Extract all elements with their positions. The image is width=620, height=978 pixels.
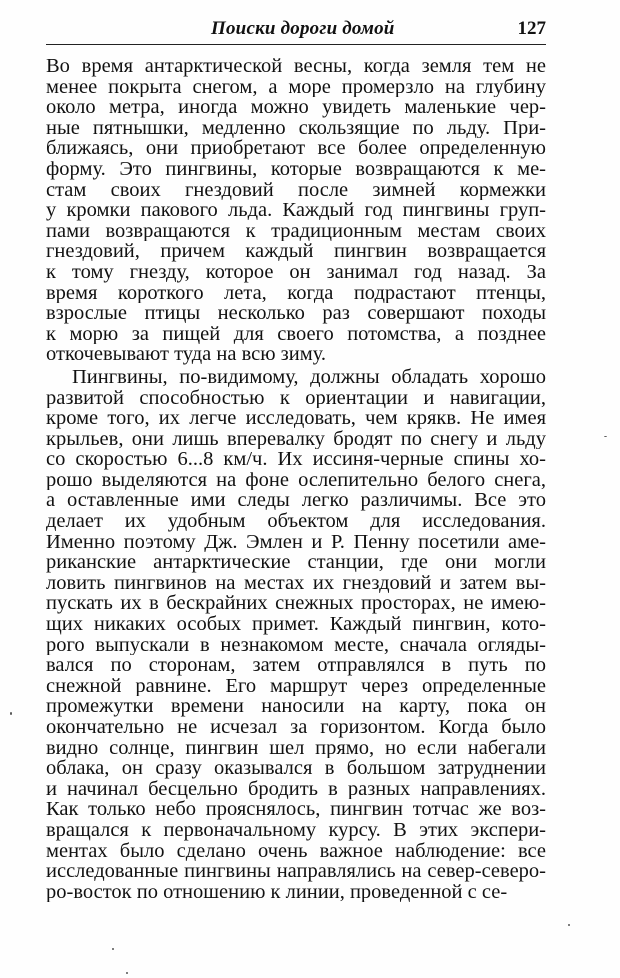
text-line: менее покрыта снегом, а море промерзло на глубину xyxy=(46,76,546,98)
running-header xyxy=(46,14,546,45)
text-line: ментах было сделано очень важное наблюдение: все xyxy=(46,840,546,862)
text-line: Именно поэтому Дж. Эмлен и Р. Пенну посетили аме- xyxy=(46,531,546,553)
text-line: откочевывают туда на всю зиму. xyxy=(46,344,327,365)
text-line: ближаясь, они приобретают все более определенную xyxy=(46,138,546,159)
text-line: вался по сторонам, затем отправлялся в путь по xyxy=(46,655,546,676)
text-line: щих никаких особых примет. Каждый пингвин, кото- xyxy=(46,614,546,635)
text-line: промежутки времени наносили на карту, пока он xyxy=(46,696,546,717)
text-line: Пингвины, по-видимому, должны обладать хорошо xyxy=(72,366,546,388)
text-line: рошо выделяются на фоне ослепительно белого снега, xyxy=(46,469,546,491)
text-line: крыльев, они лишь вперевалку бродят по снегу и льду xyxy=(46,428,546,450)
body-text xyxy=(46,56,546,902)
text-line: кроме того, их легче исследовать, чем крякв. Не имея xyxy=(46,408,546,429)
text-line: снежной равнине. Его маршрут через определенные xyxy=(46,675,546,697)
text-line: форму. Это пингвины, которые возвращаются к ме- xyxy=(46,158,546,180)
running-title: Поиски дороги домой xyxy=(211,18,395,39)
text-line: пами возвращаются к традиционным местам своих xyxy=(46,220,546,242)
text-line: а оставленные ими следы легко различимы. Все это xyxy=(46,490,546,512)
text-line: гнездовий, причем каждый пингвин возвращается xyxy=(46,241,546,262)
text-line: вращался к первоначальному курсу. В этих экспери- xyxy=(46,819,546,841)
text-line: облака, он сразу оказывался в большом затруднении xyxy=(46,758,546,779)
text-line: около метра, иногда можно увидеть маленькие чер- xyxy=(46,97,546,118)
text-line: и начинал бесцельно бродить в разных направлениях. xyxy=(46,778,546,800)
text-line: ные пятнышки, медленно скользящие по льду. При- xyxy=(46,117,546,139)
paragraph xyxy=(46,56,546,365)
text-line: делает их удобным объектом для исследования. xyxy=(46,511,546,532)
text-line: стам своих гнездовий после зимней кормежки xyxy=(46,179,546,201)
text-line: окончательно не исчезал за горизонтом. Когда было xyxy=(46,717,546,738)
paragraph xyxy=(46,367,546,902)
text-line: ловить пингвинов на местах их гнездовий и затем вы- xyxy=(46,572,546,594)
text-line: у кромки пакового льда. Каждый год пингвины груп- xyxy=(46,200,546,221)
text-line: развитой способностью к ориентации и навигации, xyxy=(46,387,546,409)
text-line: время короткого лета, когда подрастают птенцы, xyxy=(46,282,546,304)
text-line: со скоростью 6...8 км/ч. Их иссиня-черные спины хо- xyxy=(46,449,546,470)
text-line: риканские антарктические станции, где они могли xyxy=(46,552,546,573)
text-line: взрослые птицы несколько раз совершают походы xyxy=(46,303,546,324)
text-line: видно солнце, пингвин шел прямо, но если набегали xyxy=(46,737,546,759)
text-line: Как только небо прояснялось, пингвин тотчас же воз- xyxy=(46,799,546,820)
text-line: к морю за пищей для своего потомства, а позднее xyxy=(46,323,546,345)
text-line: Во время антарктической весны, когда земля тем не xyxy=(46,56,546,77)
text-line: пускать их в бескрайних снежных просторах, не имею- xyxy=(46,593,546,615)
text-line: ро-восток по отношению к линии, проведенной с се- xyxy=(46,881,508,903)
text-line: к тому гнезду, которое он занимал год назад. За xyxy=(46,261,546,283)
text-line: исследованные пингвины направлялись на север-северо- xyxy=(46,861,546,882)
text-line: рого выпускали в незнакомом месте, сначала огляды- xyxy=(46,634,546,656)
page-number: 127 xyxy=(517,18,546,39)
